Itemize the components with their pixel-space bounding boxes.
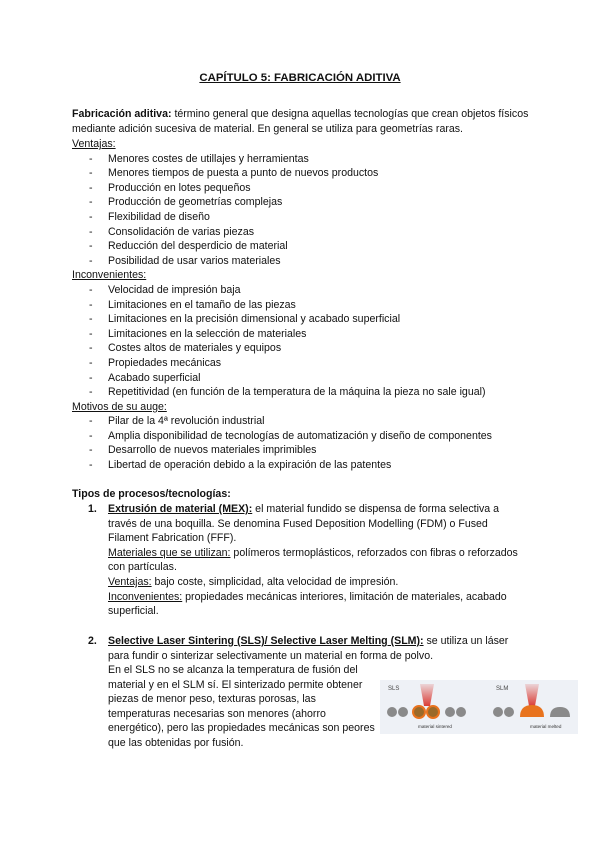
powder-particle — [504, 707, 514, 717]
motivos-heading: Motivos de su auge: — [72, 400, 167, 413]
list-item: - Amplia disponibilidad de tecnologías de automatización y diseño de componentes — [72, 429, 542, 444]
inconvenientes-text: propiedades mecánicas interiores, limitación de materiales, acabado superficial. — [108, 590, 507, 618]
item-description — [108, 502, 518, 546]
intro-term: Fabricación aditiva: — [72, 108, 172, 120]
list-item: - Flexibilidad de diseño — [72, 210, 542, 225]
ventajas-list — [72, 152, 542, 269]
list-item: - Acabado superficial — [72, 371, 542, 386]
item-description — [108, 634, 518, 663]
page-title: CAPÍTULO 5: FABRICACIÓN ADITIVA — [199, 72, 401, 84]
intro-text: término general que designa aquellas tecnologías que crean objetos físicos mediante adición sucesiva de material. En general se utiliza para geometrías raras. — [72, 108, 529, 135]
list-item: - Producción en lotes pequeños — [72, 181, 542, 196]
ventajas-text: bajo coste, simplicidad, alta velocidad de impresión. — [151, 575, 399, 588]
solidified-material — [550, 707, 570, 717]
slm-caption: material melted — [530, 724, 562, 729]
process-item-mex — [88, 502, 518, 619]
list-item: - Reducción del desperdicio de material — [72, 239, 542, 254]
sintered-particle — [427, 706, 439, 718]
materials-text: polímeros termoplásticos, reforzados con fibras o reforzados con partículas. — [108, 546, 518, 574]
list-item: - Repetitividad (en función de la temperatura de la máquina la pieza no sale igual) — [72, 385, 542, 400]
item-number: 2. — [88, 635, 97, 647]
ventajas-section — [72, 137, 542, 473]
ventajas-label: Ventajas: — [108, 575, 152, 588]
list-item: - Menores tiempos de puesta a punto de nuevos productos — [72, 166, 542, 181]
list-item: - Producción de geometrías complejas — [72, 195, 542, 210]
list-item: - Libertad de operación debido a la expiración de las patentes — [72, 458, 542, 473]
item-ventajas — [108, 575, 518, 590]
materials-label: Materiales que se utilizan: — [108, 546, 231, 559]
powder-particle — [445, 707, 455, 717]
sls-label: SLS — [388, 686, 400, 692]
ventajas-heading: Ventajas: — [72, 138, 116, 150]
sls-slm-figure — [380, 680, 578, 734]
laser-beam — [420, 684, 434, 706]
intro-paragraph — [72, 107, 542, 137]
list-item: - Posibilidad de usar varios materiales — [72, 254, 542, 269]
item-detail-text: En el SLS no se alcanza la temperatura de fusión del material y en el SLM sí. El sinterizado permite obtener piezas de menor peso, texturas porosas, las temperaturas necesarias son menores (ahorro energético), pero las propiedades mecánicas son peores que las obtenidas por fusión. — [108, 664, 375, 749]
list-item: - Velocidad de impresión baja — [72, 283, 542, 298]
item-number: 1. — [88, 503, 97, 515]
list-item: - Pilar de la 4ª revolución industrial — [72, 414, 542, 429]
inconvenientes-label: Inconvenientes: — [108, 590, 183, 603]
slm-label: SLM — [496, 686, 509, 692]
item-name: Extrusión de material (MEX): — [108, 503, 253, 515]
item-materials — [108, 546, 518, 575]
laser-beam — [525, 684, 539, 706]
item-name: Selective Laser Sintering (SLS)/ Selective Laser Melting (SLM): — [108, 635, 424, 647]
powder-particle — [456, 707, 466, 717]
list-item: - Consolidación de varias piezas — [72, 225, 542, 240]
list-item: - Menores costes de utillajes y herramientas — [72, 152, 542, 167]
sls-slm-diagram — [380, 680, 578, 734]
list-item: - Limitaciones en la precisión dimensional y acabado superficial — [72, 312, 542, 327]
list-item: - Propiedades mecánicas — [72, 356, 542, 371]
powder-particle — [387, 707, 397, 717]
item-text: se utiliza un láser para fundir o sinterizar selectivamente un material en forma de polvo. — [108, 635, 509, 662]
list-item: - Limitaciones en la selección de materiales — [72, 327, 542, 342]
sintered-particle — [413, 706, 425, 718]
powder-particle — [398, 707, 408, 717]
inconvenientes-list — [72, 283, 542, 400]
powder-particle — [493, 707, 503, 717]
list-item: - Desarrollo de nuevos materiales imprimibles — [72, 443, 542, 458]
item-inconvenientes — [108, 590, 518, 619]
sls-caption: material sintered — [418, 724, 452, 729]
process-item-sls — [88, 634, 518, 663]
melt-pool — [520, 705, 544, 717]
motivos-list — [72, 414, 542, 472]
list-item: - Limitaciones en el tamaño de las piezas — [72, 298, 542, 313]
list-item: - Costes altos de materiales y equipos — [72, 341, 542, 356]
item-text: el material fundido se dispensa de forma selectiva a través de una boquilla. Se denomina Fused Deposition Modelling (FDM) o Fused Filament Fabrication (FFF). — [108, 503, 499, 545]
types-title: Tipos de procesos/tecnologías: — [72, 488, 231, 500]
inconvenientes-heading: Inconvenientes: — [72, 269, 147, 282]
